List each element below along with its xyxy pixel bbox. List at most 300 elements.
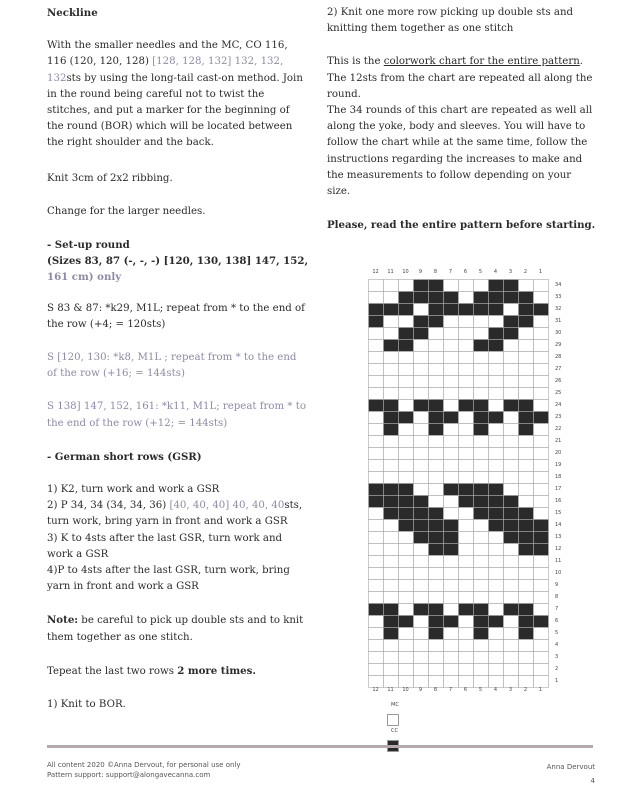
chart-cell-cc <box>429 604 444 616</box>
chart-cell-mc <box>504 472 519 484</box>
chart-cell-mc <box>399 436 414 448</box>
chart-cell-mc <box>489 376 504 388</box>
chart-cell-mc <box>474 472 489 484</box>
chart-cell-cc <box>459 304 474 316</box>
chart-cell-cc <box>489 340 504 352</box>
chart-cell-cc <box>384 508 399 520</box>
chart-cell-cc <box>414 292 429 304</box>
chart-cell-cc <box>384 412 399 424</box>
chart-cell-mc <box>384 316 399 328</box>
chart-cell-mc <box>459 568 474 580</box>
chart-cell-mc <box>399 544 414 556</box>
chart-cell-cc <box>369 316 384 328</box>
chart-cell-mc <box>399 664 414 676</box>
chart-cell-mc <box>534 460 549 472</box>
chart-cell-cc <box>429 508 444 520</box>
chart-cell-mc <box>459 340 474 352</box>
chart-cell-mc <box>444 460 459 472</box>
chart-cell-cc <box>399 616 414 628</box>
chart-cell-mc <box>504 448 519 460</box>
chart-cell-mc <box>414 640 429 652</box>
chart-cell-mc <box>384 544 399 556</box>
chart-cell-cc <box>519 616 534 628</box>
column-number: 9 <box>418 269 423 275</box>
chart-cell-cc <box>519 628 534 640</box>
chart-cell-mc <box>489 316 504 328</box>
chart-cell-mc <box>489 472 504 484</box>
chart-cell-mc <box>369 412 384 424</box>
chart-cell-mc <box>369 436 384 448</box>
chart-cell-mc <box>399 448 414 460</box>
column-number: 10 <box>402 687 409 693</box>
chart-cell-cc <box>474 616 489 628</box>
chart-cell-mc <box>429 496 444 508</box>
chart-cell-mc <box>429 340 444 352</box>
chart-cell-mc <box>459 352 474 364</box>
chart-cell-mc <box>474 328 489 340</box>
chart-cell-mc <box>504 412 519 424</box>
chart-cell-mc <box>444 388 459 400</box>
chart-cell-mc <box>474 640 489 652</box>
chart-cell-mc <box>444 448 459 460</box>
size-120-instruction: S [120, 130: *k8, M1L ; repeat from * to the end of the row (+16; = 144sts) <box>47 352 297 380</box>
chart-cell-mc <box>459 328 474 340</box>
chart-cell-mc <box>414 568 429 580</box>
chart-cell-cc <box>444 616 459 628</box>
chart-cell-cc <box>534 520 549 532</box>
chart-cell-cc <box>429 412 444 424</box>
chart-cell-mc <box>369 424 384 436</box>
gsr-step-4: 4)P to 4sts after the last GSR, turn work, bring yarn in front and work a GSR <box>47 565 290 593</box>
support-line[interactable]: Pattern support: support@alongavecanna.com <box>47 771 211 779</box>
chart-cell-mc <box>369 544 384 556</box>
chart-cell-mc <box>414 556 429 568</box>
chart-cell-mc <box>519 568 534 580</box>
chart-cell-mc <box>519 592 534 604</box>
row-number: 25 <box>555 390 562 396</box>
chart-cell-mc <box>519 376 534 388</box>
chart-cell-cc <box>429 628 444 640</box>
chart-cell-mc <box>534 640 549 652</box>
chart-cell-cc <box>399 292 414 304</box>
chart-cell-mc <box>519 352 534 364</box>
chart-link[interactable]: colorwork chart for the entire pattern <box>383 56 580 68</box>
chart-cell-mc <box>474 568 489 580</box>
chart-cell-cc <box>369 604 384 616</box>
chart-cell-cc <box>519 412 534 424</box>
chart-cell-cc <box>399 508 414 520</box>
chart-cell-cc <box>384 484 399 496</box>
row-number: 7 <box>555 606 559 612</box>
chart-cell-cc <box>399 496 414 508</box>
row-number: 26 <box>555 378 562 384</box>
footer-author <box>500 760 595 788</box>
column-number: 9 <box>418 687 423 693</box>
column-number: 3 <box>508 269 513 275</box>
chart-cell-cc <box>474 496 489 508</box>
chart-cell-mc <box>384 568 399 580</box>
chart-cell-mc <box>519 664 534 676</box>
chart-cell-mc <box>399 532 414 544</box>
chart-cell-mc <box>534 652 549 664</box>
chart-cell-mc <box>414 412 429 424</box>
chart-cell-mc <box>369 568 384 580</box>
chart-cell-mc <box>489 628 504 640</box>
chart-cell-mc <box>414 628 429 640</box>
chart-cell-cc <box>489 616 504 628</box>
chart-cell-mc <box>444 628 459 640</box>
chart-cell-mc <box>414 304 429 316</box>
chart-cell-mc <box>459 424 474 436</box>
column-number: 10 <box>402 269 409 275</box>
chart-cell-cc <box>474 304 489 316</box>
chart-cell-cc <box>489 304 504 316</box>
row-number: 14 <box>555 522 562 528</box>
author-name: Anna Dervout <box>546 763 595 771</box>
chart-cell-cc <box>384 628 399 640</box>
row-number: 3 <box>555 654 559 660</box>
chart-cell-mc <box>369 376 384 388</box>
chart-cell-mc <box>444 328 459 340</box>
chart-cell-mc <box>489 592 504 604</box>
chart-cell-mc <box>504 568 519 580</box>
chart-cell-mc <box>399 376 414 388</box>
chart-cell-cc <box>429 400 444 412</box>
chart-cell-mc <box>369 352 384 364</box>
chart-cell-cc <box>489 496 504 508</box>
chart-cell-mc <box>459 592 474 604</box>
chart-cell-mc <box>459 292 474 304</box>
column-number: 4 <box>493 687 498 693</box>
chart-cell-cc <box>519 508 534 520</box>
chart-cell-cc <box>429 520 444 532</box>
chart-cell-cc <box>519 292 534 304</box>
column-number: 11 <box>387 687 394 693</box>
chart-cell-mc <box>369 280 384 292</box>
chart-cell-cc <box>519 304 534 316</box>
chart-cell-mc <box>489 544 504 556</box>
setup-sizes: (Sizes 83, 87 (-, -, -) [120, 130, 138] 147, 152, 161 cm) only <box>47 255 308 284</box>
chart-cell-mc <box>414 484 429 496</box>
chart-cell-cc <box>519 424 534 436</box>
chart-cell-mc <box>504 544 519 556</box>
chart-cell-mc <box>384 532 399 544</box>
chart-cell-mc <box>384 364 399 376</box>
chart-cell-mc <box>444 352 459 364</box>
step-2-text: 2) Knit one more row picking up double sts and knitting them together as one stitch <box>327 7 574 35</box>
chart-cell-mc <box>414 580 429 592</box>
chart-cell-mc <box>489 364 504 376</box>
chart-cell-mc <box>534 472 549 484</box>
chart-cell-mc <box>399 472 414 484</box>
chart-cell-mc <box>534 508 549 520</box>
chart-cell-mc <box>414 616 429 628</box>
chart-cell-mc <box>504 592 519 604</box>
chart-cell-cc <box>474 508 489 520</box>
chart-cell-mc <box>534 376 549 388</box>
chart-cell-mc <box>384 292 399 304</box>
chart-cell-mc <box>399 400 414 412</box>
chart-cell-mc <box>399 604 414 616</box>
chart-cell-mc <box>429 448 444 460</box>
chart-cell-cc <box>444 532 459 544</box>
chart-cell-cc <box>399 412 414 424</box>
chart-cell-mc <box>519 328 534 340</box>
chart-cell-mc <box>369 592 384 604</box>
chart-cell-mc <box>399 316 414 328</box>
chart-cell-mc <box>474 436 489 448</box>
chart-cell-mc <box>459 364 474 376</box>
chart-cell-mc <box>384 580 399 592</box>
chart-cell-cc <box>414 604 429 616</box>
chart-cell-mc <box>444 508 459 520</box>
chart-cell-cc <box>444 412 459 424</box>
chart-cell-cc <box>414 400 429 412</box>
row-number: 32 <box>555 306 562 312</box>
chart-cell-mc <box>459 376 474 388</box>
chart-cell-cc <box>429 424 444 436</box>
chart-cell-mc <box>399 280 414 292</box>
chart-cell-mc <box>504 424 519 436</box>
chart-cell-mc <box>489 424 504 436</box>
chart-cell-mc <box>459 472 474 484</box>
chart-cell-mc <box>369 472 384 484</box>
chart-grid <box>368 279 549 688</box>
chart-cell-cc <box>474 292 489 304</box>
chart-cell-cc <box>489 520 504 532</box>
gsr-heading: - German short rows (GSR) <box>47 450 202 463</box>
chart-cell-mc <box>489 532 504 544</box>
column-number: 8 <box>433 269 438 275</box>
chart-cell-mc <box>399 628 414 640</box>
chart-cell-cc <box>459 484 474 496</box>
chart-cell-cc <box>384 400 399 412</box>
chart-cell-mc <box>504 352 519 364</box>
copyright-line: All content 2020 ©Anna Dervout, for personal use only <box>47 761 241 769</box>
chart-cell-cc <box>399 484 414 496</box>
chart-cell-mc <box>474 556 489 568</box>
chart-cell-mc <box>444 316 459 328</box>
chart-cell-mc <box>384 436 399 448</box>
chart-cell-mc <box>414 460 429 472</box>
chart-cell-mc <box>504 376 519 388</box>
chart-cell-mc <box>414 352 429 364</box>
chart-cell-cc <box>519 316 534 328</box>
chart-cell-mc <box>414 436 429 448</box>
left-column <box>47 5 309 713</box>
chart-cell-mc <box>534 580 549 592</box>
chart-cell-cc <box>489 508 504 520</box>
chart-cell-mc <box>459 436 474 448</box>
row-number: 5 <box>555 630 559 636</box>
chart-cell-mc <box>474 448 489 460</box>
chart-cell-cc <box>534 544 549 556</box>
chart-cell-mc <box>489 460 504 472</box>
chart-cell-mc <box>534 400 549 412</box>
chart-cell-mc <box>429 640 444 652</box>
chart-cell-mc <box>474 280 489 292</box>
chart-cell-cc <box>504 520 519 532</box>
chart-cell-mc <box>429 460 444 472</box>
chart-cell-mc <box>534 340 549 352</box>
chart-cell-mc <box>399 640 414 652</box>
row-number: 2 <box>555 666 559 672</box>
chart-cell-mc <box>429 580 444 592</box>
chart-cell-mc <box>384 352 399 364</box>
chart-cell-cc <box>519 544 534 556</box>
chart-cell-mc <box>459 316 474 328</box>
chart-cell-cc <box>369 484 384 496</box>
chart-cell-mc <box>399 580 414 592</box>
row-number: 33 <box>555 294 562 300</box>
row-number: 31 <box>555 318 562 324</box>
chart-cell-mc <box>414 652 429 664</box>
row-number: 8 <box>555 594 559 600</box>
chart-cell-mc <box>459 544 474 556</box>
chart-cell-cc <box>444 544 459 556</box>
chart-cell-mc <box>369 520 384 532</box>
chart-cell-mc <box>459 640 474 652</box>
chart-cell-mc <box>504 436 519 448</box>
chart-cell-mc <box>414 544 429 556</box>
chart-cell-cc <box>474 424 489 436</box>
chart-cell-cc <box>474 340 489 352</box>
chart-cell-cc <box>399 340 414 352</box>
chart-cell-mc <box>399 388 414 400</box>
chart-cell-mc <box>474 544 489 556</box>
row-number: 34 <box>555 282 562 288</box>
chart-cell-mc <box>504 616 519 628</box>
chart-cell-mc <box>459 520 474 532</box>
chart-cell-mc <box>369 364 384 376</box>
chart-cell-mc <box>519 640 534 652</box>
chart-cell-mc <box>534 448 549 460</box>
chart-cell-cc <box>504 496 519 508</box>
chart-cell-mc <box>414 448 429 460</box>
size-138-instruction: S 138] 147, 152, 161: *k11, M1L; repeat from * to the end of the row (+12; = 144sts) <box>47 401 306 429</box>
chart-cell-mc <box>414 388 429 400</box>
chart-cell-mc <box>384 328 399 340</box>
chart-cell-mc <box>384 520 399 532</box>
chart-cell-mc <box>414 472 429 484</box>
chart-cell-mc <box>519 652 534 664</box>
gsr-step-1: 1) K2, turn work and work a GSR <box>47 484 220 496</box>
chart-cell-mc <box>369 616 384 628</box>
chart-cell-mc <box>444 364 459 376</box>
chart-cell-mc <box>444 592 459 604</box>
chart-cell-cc <box>534 616 549 628</box>
row-number: 15 <box>555 510 562 516</box>
chart-cell-mc <box>384 280 399 292</box>
chart-cell-mc <box>534 388 549 400</box>
chart-cell-mc <box>444 424 459 436</box>
chart-cell-cc <box>504 532 519 544</box>
chart-cell-mc <box>459 616 474 628</box>
setup-heading: - Set-up round <box>47 239 130 252</box>
chart-cell-mc <box>384 376 399 388</box>
chart-cell-cc <box>384 424 399 436</box>
chart-cell-mc <box>459 664 474 676</box>
chart-cell-mc <box>429 556 444 568</box>
chart-cell-mc <box>504 340 519 352</box>
chart-cell-cc <box>384 496 399 508</box>
chart-cell-cc <box>489 328 504 340</box>
row-number: 6 <box>555 618 559 624</box>
chart-cell-mc <box>369 532 384 544</box>
chart-cell-mc <box>489 352 504 364</box>
chart-cell-mc <box>489 388 504 400</box>
chart-cell-mc <box>534 436 549 448</box>
chart-cell-mc <box>474 460 489 472</box>
page-number: 4 <box>590 777 595 785</box>
chart-cell-cc <box>489 412 504 424</box>
chart-cell-mc <box>459 460 474 472</box>
chart-cell-mc <box>369 460 384 472</box>
chart-cell-mc <box>444 580 459 592</box>
chart-cell-mc <box>399 568 414 580</box>
chart-cell-cc <box>429 532 444 544</box>
chart-cell-mc <box>429 592 444 604</box>
chart-cell-mc <box>519 484 534 496</box>
row-number: 1 <box>555 678 559 684</box>
chart-cell-mc <box>474 316 489 328</box>
chart-cell-mc <box>399 364 414 376</box>
column-number: 11 <box>387 269 394 275</box>
cast-on-paragraph: With the smaller needles and the MC, CO 116, 116 (120, 120, 128) [128, 128, 132] 132, 132, 132sts by using the long-tail cast-on method. Join in the round being careful not to twist the stitches, and put a marker for the beginning of the round (BOR) which will be located between the right shoulder and the back. <box>47 40 303 149</box>
chart-cell-mc <box>534 280 549 292</box>
column-number: 5 <box>478 269 483 275</box>
row-number: 24 <box>555 402 562 408</box>
chart-cell-cc <box>504 604 519 616</box>
chart-cell-cc <box>399 304 414 316</box>
row-number: 17 <box>555 486 562 492</box>
chart-cell-mc <box>429 484 444 496</box>
chart-cell-mc <box>399 592 414 604</box>
chart-cell-mc <box>474 580 489 592</box>
chart-cell-mc <box>444 640 459 652</box>
chart-cell-mc <box>414 376 429 388</box>
row-number: 18 <box>555 474 562 480</box>
column-number: 1 <box>538 269 543 275</box>
chart-cell-mc <box>519 388 534 400</box>
chart-cell-mc <box>474 652 489 664</box>
chart-cell-cc <box>519 400 534 412</box>
chart-cell-mc <box>414 592 429 604</box>
chart-cell-mc <box>534 352 549 364</box>
chart-cell-cc <box>459 496 474 508</box>
chart-cell-mc <box>444 556 459 568</box>
row-number: 30 <box>555 330 562 336</box>
chart-cell-mc <box>489 580 504 592</box>
chart-cell-cc <box>519 604 534 616</box>
chart-cell-cc <box>369 496 384 508</box>
chart-cell-cc <box>504 328 519 340</box>
chart-cell-mc <box>369 328 384 340</box>
change-needles-text: Change for the larger needles. <box>47 205 206 217</box>
chart-cell-mc <box>369 508 384 520</box>
chart-cell-cc <box>459 400 474 412</box>
chart-cell-mc <box>459 280 474 292</box>
row-number: 16 <box>555 498 562 504</box>
chart-cell-mc <box>444 376 459 388</box>
column-number: 12 <box>372 687 379 693</box>
repeat-instruction: Tepeat the last two rows 2 more times. <box>47 664 256 677</box>
chart-cell-cc <box>444 484 459 496</box>
column-number: 7 <box>448 269 453 275</box>
row-number: 29 <box>555 342 562 348</box>
column-number: 4 <box>493 269 498 275</box>
section-heading: Neckline <box>47 7 98 19</box>
